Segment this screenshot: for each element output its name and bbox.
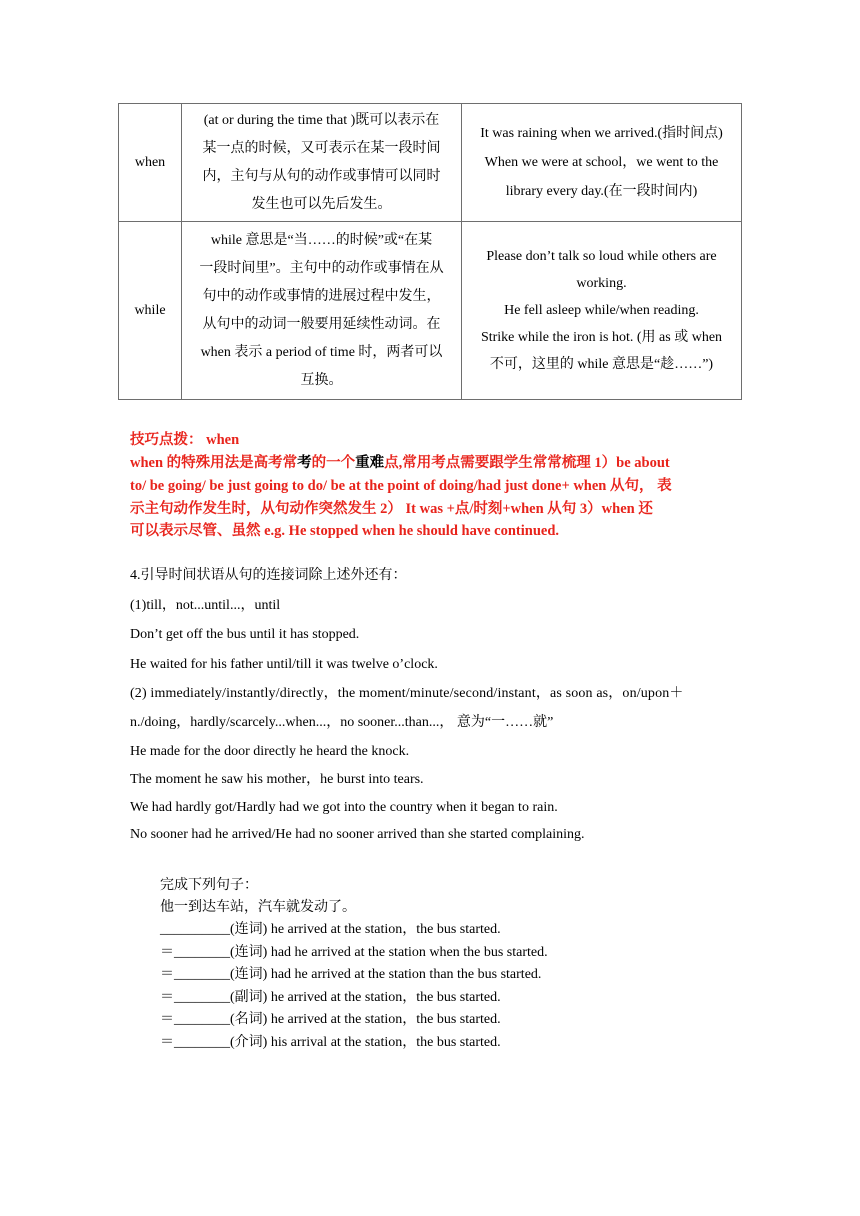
text-line: (at or during the time that )既可以表示在 <box>203 112 440 128</box>
example-cell <box>462 222 742 400</box>
text-line: 内，主句与从句的动作或事情可以同时 <box>202 168 441 184</box>
tip-text: when 的特殊用法是高考常 <box>130 455 298 471</box>
example-sentence: No sooner had he arrived/He had no sooner arrived than she started complaining. <box>130 827 585 842</box>
list-item: n./doing，hardly/scarcely...when...，no sooner...than...， 意为“一……就” <box>130 715 554 730</box>
exercise-line: ＝________(介词) his arrival at the station，the bus started. <box>160 1035 501 1050</box>
text-line: 某一点的时候，又可表示在某一段时间 <box>202 140 441 156</box>
exercise-line: ＝________(名词) he arrived at the station，the bus started. <box>160 1012 501 1027</box>
tip-text-line: to/ be going/ be just going to do/ be at the point of doing/had just done+ when 从句， 表 <box>130 478 672 494</box>
text-line: 句中的动作或事情的进展过程中发生， <box>202 288 441 304</box>
word-cell: when <box>119 104 182 222</box>
section-heading: 4.引导时间状语从句的连接词除上述外还有： <box>130 568 407 583</box>
list-item: (1)till，not...until...，until <box>130 598 281 613</box>
text-line: Please don’t talk so loud while others are <box>486 249 717 264</box>
text-line: It was raining when we arrived.(指时间点) <box>480 126 723 141</box>
exercise-line: ＝________(连词) had he arrived at the station when the bus started. <box>160 945 548 960</box>
text-line: When we were at school，we went to the <box>484 155 719 170</box>
text-line: 发生也可以先后发生。 <box>251 196 392 212</box>
example-sentence: He made for the door directly he heard the knock. <box>130 744 410 759</box>
exercise-line: ＝________(连词) had he arrived at the station than the bus started. <box>160 967 542 982</box>
explanation-cell <box>182 222 462 400</box>
tip-heading: 技巧点拨： when <box>130 432 240 448</box>
explanation-cell <box>182 104 462 222</box>
tip-text: 的一个 <box>311 455 356 471</box>
exercise-line: ＝________(副词) he arrived at the station，the bus started. <box>160 990 501 1005</box>
text-line: Strike while the iron is hot. (用 as 或 when <box>480 330 723 345</box>
table-row <box>119 104 742 222</box>
list-item: (2) immediately/instantly/directly，the moment/minute/second/instant，as soon as，on/upon＋ <box>130 686 684 701</box>
tip-text-line <box>130 452 740 475</box>
tip-text: 点,常用考点需要跟学生常常梳理 1）be about <box>384 455 670 471</box>
example-sentence: We had hardly got/Hardly had we got into the country when it began to rain. <box>130 800 558 815</box>
example-sentence: Don’t get off the bus until it has stopped. <box>130 627 360 642</box>
text-line: library every day.(在一段时间内) <box>505 184 698 199</box>
text-line: 从句中的动词一般要用延续性动词。在 <box>202 316 441 332</box>
exercise-line: __________(连词) he arrived at the station，the bus started. <box>160 922 501 937</box>
tip-text: 重难 <box>355 455 385 471</box>
table-row <box>119 222 742 400</box>
tip-text-line: 示主句动作发生时，从句动作突然发生 2） It was +点/时刻+when 从句 3）when 还 <box>130 501 653 517</box>
exercise-instruction: 完成下列句子： <box>160 878 258 893</box>
tip-text-line: 可以表示尽管、虽然 e.g. He stopped when he should have continued. <box>130 523 560 539</box>
text-line: 互换。 <box>300 372 343 388</box>
tip-text: 考 <box>297 455 312 471</box>
exercise-prompt: 他一到达车站，汽车就发动了。 <box>160 900 356 915</box>
word-cell: while <box>119 222 182 400</box>
text-line: working. <box>576 276 627 291</box>
text-line: when 表示 a period of time 时，两者可以 <box>200 344 443 360</box>
text-line: 不可，这里的 while 意思是“趁……”) <box>489 357 714 372</box>
text-line: 一段时间里”。主句中的动作或事情在从 <box>199 260 444 276</box>
example-sentence: He waited for his father until/till it was twelve o’clock. <box>130 657 438 672</box>
text-line: He fell asleep while/when reading. <box>504 303 699 318</box>
example-cell <box>462 104 742 222</box>
conjunction-table <box>118 103 742 400</box>
example-sentence: The moment he saw his mother，he burst into tears. <box>130 772 424 787</box>
text-line: while 意思是“当……的时候”或“在某 <box>210 232 433 248</box>
